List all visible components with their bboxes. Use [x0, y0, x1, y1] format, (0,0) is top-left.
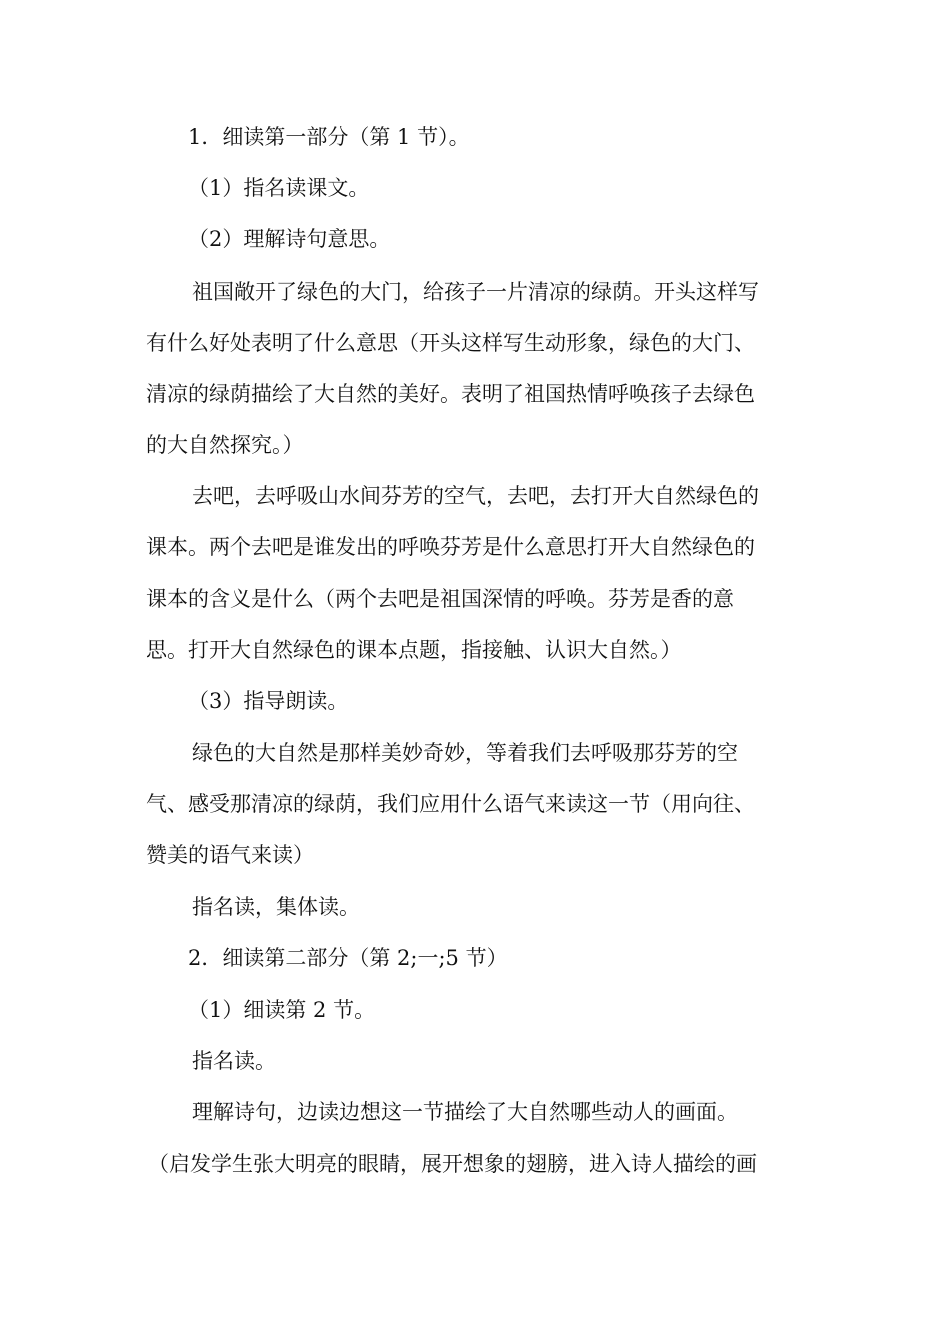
section-2-reading-instruction: 指名读。 — [192, 1049, 276, 1073]
paragraph-3-line-3: 赞美的语气来读） — [146, 843, 314, 867]
paragraph-3-line-2: 气、感受那清凉的绿荫，我们应用什么语气来读这一节（用向往、 — [146, 792, 755, 816]
section-2-heading: 2．细读第二部分（第 2;一;5 节） — [188, 946, 508, 970]
paragraph-2-line-4: 思。打开大自然绿色的课本点题，指接触、认识大自然。） — [146, 638, 682, 662]
paragraph-3-line-1: 绿色的大自然是那样美妙奇妙，等着我们去呼吸那芬芳的空 — [192, 741, 738, 765]
step-1-text: （1）指名读课文。 — [188, 176, 370, 200]
paragraph-4-line-2: （启发学生张大明亮的眼睛，展开想象的翅膀，进入诗人描绘的画 — [148, 1152, 757, 1176]
paragraph-4-line-1: 理解诗句，边读边想这一节描绘了大自然哪些动人的画面。 — [192, 1100, 738, 1124]
reading-instruction: 指名读，集体读。 — [192, 895, 360, 919]
paragraph-2-line-2: 课本。两个去吧是谁发出的呼唤芬芳是什么意思打开大自然绿色的 — [146, 535, 755, 559]
paragraph-2-line-3: 课本的含义是什么（两个去吧是祖国深情的呼唤。芬芳是香的意 — [146, 587, 734, 611]
paragraph-1-line-2: 有什么好处表明了什么意思（开头这样写生动形象，绿色的大门、 — [146, 331, 755, 355]
section-1-heading: 1．细读第一部分（第 1 节）。 — [188, 125, 470, 149]
paragraph-2-line-1: 去吧，去呼吸山水间芬芳的空气，去吧，去打开大自然绿色的 — [192, 484, 759, 508]
paragraph-1-line-4: 的大自然探究。） — [146, 433, 304, 457]
paragraph-1-line-1: 祖国敞开了绿色的大门，给孩子一片清凉的绿荫。开头这样写 — [192, 280, 759, 304]
step-2-text: （2）理解诗句意思。 — [188, 227, 391, 251]
section-2-step-1: （1）细读第 2 节。 — [188, 998, 376, 1022]
paragraph-1-line-3: 清凉的绿荫描绘了大自然的美好。表明了祖国热情呼唤孩子去绿色 — [146, 382, 755, 406]
step-3-text: （3）指导朗读。 — [188, 689, 349, 713]
